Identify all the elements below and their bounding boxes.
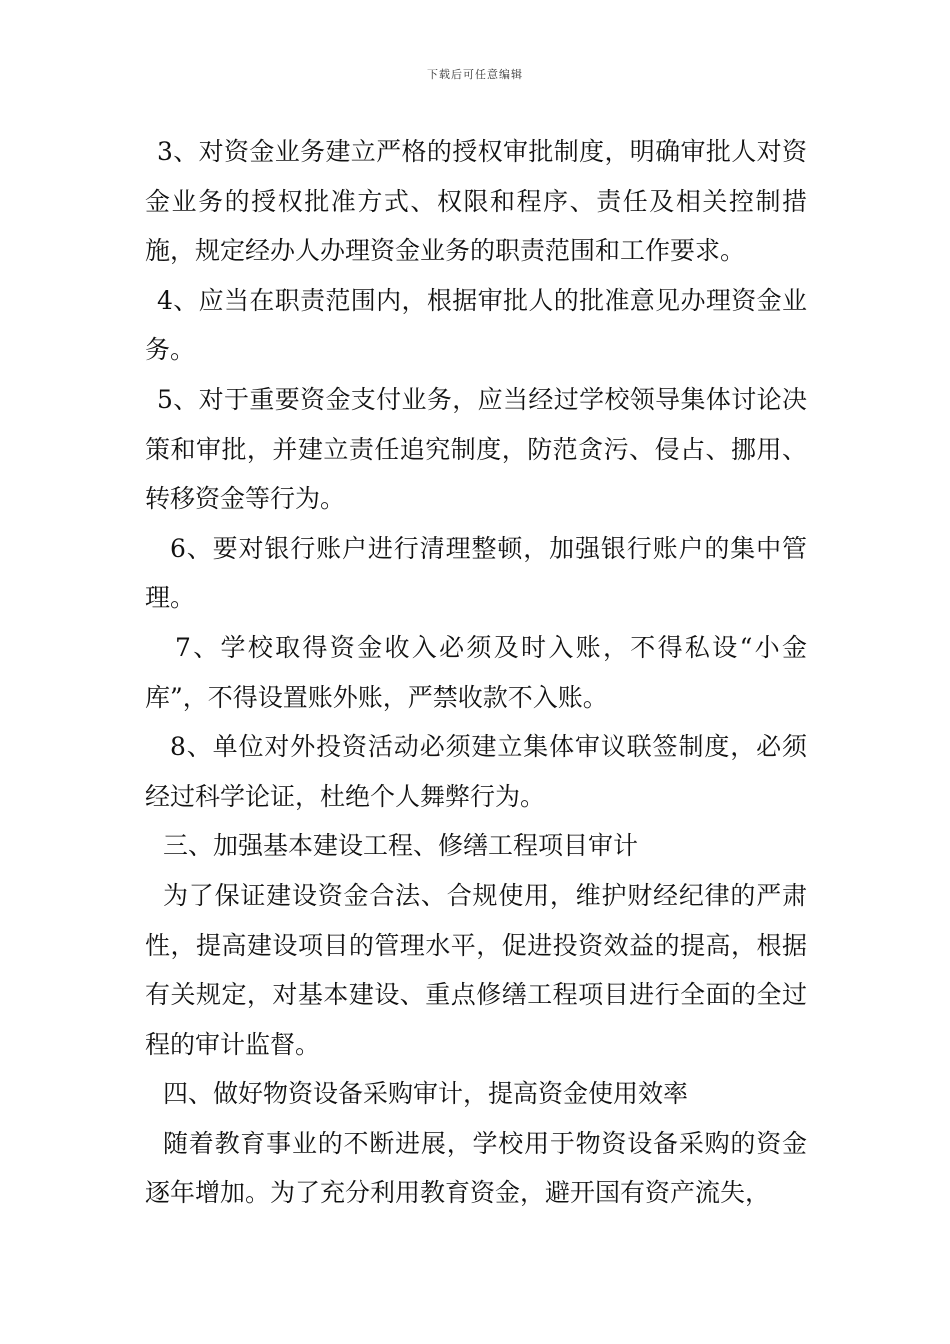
paragraph-item-6: 6、要对银行账户进行清理整顿，加强银行账户的集中管理。 — [145, 533, 807, 613]
paragraph-item-8: 8、单位对外投资活动必须建立集体审议联签制度，必须经过科学论证，杜绝个人舞弊行为。 — [145, 732, 807, 811]
section-heading-4: 四、做好物资设备采购审计，提高资金使用效率 — [163, 1079, 689, 1109]
paragraph-item-5: 5、对于重要资金支付业务，应当经过学校领导集体讨论决策和审批，并建立责任追究制度，防范贪污、侵占、挪用、转移资金等行为。 — [145, 384, 807, 514]
document-body — [145, 127, 807, 1218]
page-header: 下载后可任意编辑 — [427, 68, 523, 81]
paragraph-item-7: 7、学校取得资金收入必须及时入账，不得私设“小金库”，不得设置账外账，严禁收款不入账。 — [145, 632, 807, 712]
paragraph-item-3: 3、对资金业务建立严格的授权审批制度，明确审批人对资金业务的授权批准方式、权限和程序、责任及相关控制措施，规定经办人办理资金业务的职责范围和工作要求。 — [145, 137, 807, 266]
section-3-body: 为了保证建设资金合法、合规使用，维护财经纪律的严肃性，提高建设项目的管理水平，促进投资效益的提高，根据有关规定，对基本建设、重点修缮工程项目进行全面的全过程的审计监督。 — [145, 880, 807, 1059]
section-4-body: 随着教育事业的不断进展，学校用于物资设备采购的资金逐年增加。为了充分利用教育资金，避开国有资产流失， — [145, 1128, 807, 1208]
paragraph-item-4: 4、应当在职责范围内，根据审批人的批准意见办理资金业务。 — [145, 285, 807, 365]
section-heading-3: 三、加强基本建设工程、修缮工程项目审计 — [163, 831, 639, 861]
